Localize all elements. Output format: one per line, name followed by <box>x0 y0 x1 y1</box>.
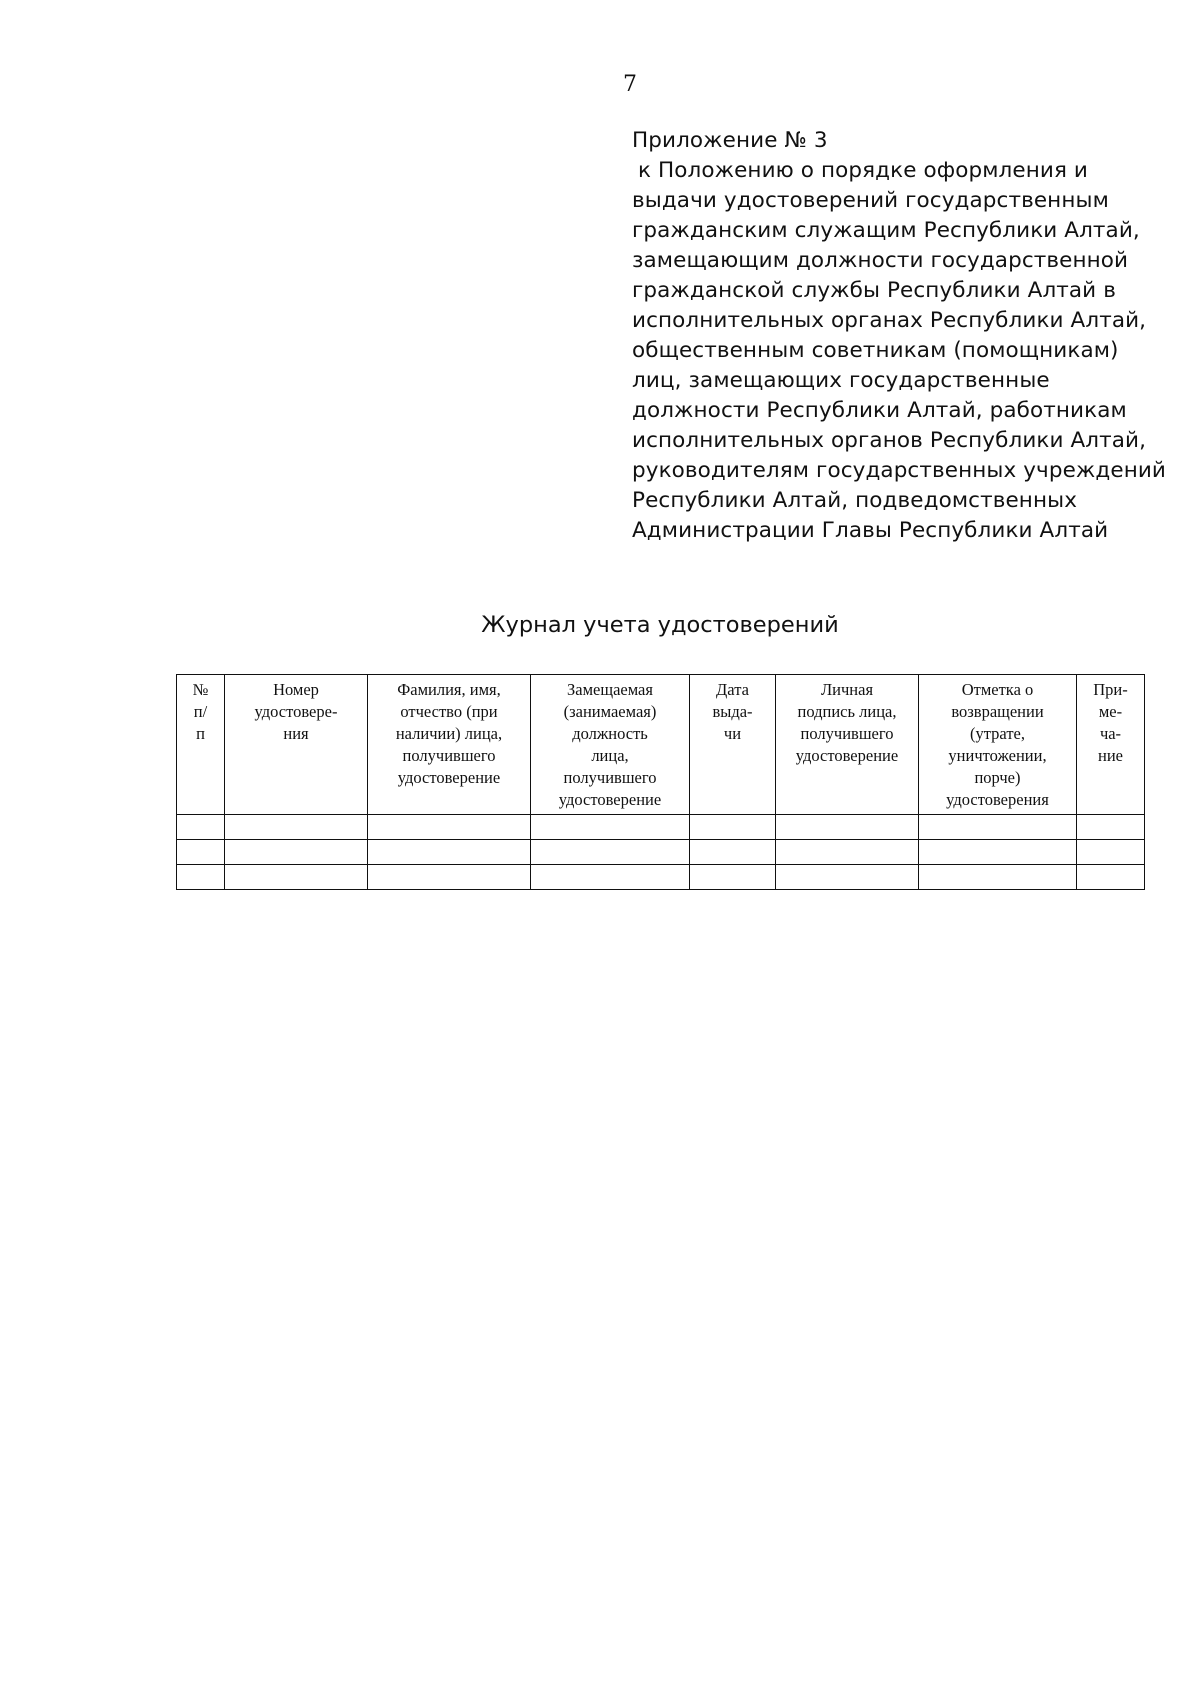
appendix-line: руководителям государственных учреждений <box>632 458 1166 483</box>
appendix-line: исполнительных органов Республики Алтай, <box>632 428 1147 453</box>
appendix-line: Республики Алтай, подведомственных <box>632 488 1078 513</box>
appendix-line: исполнительных органах Республики Алтай, <box>632 308 1147 333</box>
column-header-note: При- ме- ча- ние <box>1077 675 1145 815</box>
page-number: 7 <box>623 72 637 97</box>
table-cell <box>368 815 531 840</box>
column-header-certificate-number: Номер удостовере- ния <box>225 675 368 815</box>
table-cell <box>531 840 690 865</box>
appendix-block <box>632 126 1192 546</box>
table-cell <box>531 865 690 890</box>
table-cell <box>919 815 1077 840</box>
column-header-return-mark: Отметка о возвращении (утрате, уничтожении, порче) удостоверения <box>919 675 1077 815</box>
table-cell <box>919 865 1077 890</box>
column-header-number: № п/ п <box>177 675 225 815</box>
table-cell <box>225 865 368 890</box>
appendix-line: должности Республики Алтай, работникам <box>632 398 1127 423</box>
appendix-line: гражданским служащим Республики Алтай, <box>632 218 1140 243</box>
column-header-full-name: Фамилия, имя, отчество (при наличии) лица, получившего удостоверение <box>368 675 531 815</box>
table-cell <box>225 840 368 865</box>
table-cell <box>368 865 531 890</box>
table-cell <box>531 815 690 840</box>
appendix-line: к Положению о порядке оформления и <box>638 158 1088 183</box>
table-cell <box>368 840 531 865</box>
table-cell <box>776 840 919 865</box>
appendix-line: гражданской службы Республики Алтай в <box>632 278 1116 303</box>
table-row <box>177 865 1145 890</box>
table-cell <box>690 865 776 890</box>
appendix-line: Администрации Главы Республики Алтай <box>632 518 1109 543</box>
table-cell <box>690 815 776 840</box>
appendix-line: лиц, замещающих государственные <box>632 368 1050 393</box>
appendix-line: выдачи удостоверений государственным <box>632 188 1109 213</box>
table-cell <box>1077 815 1145 840</box>
table-row <box>177 840 1145 865</box>
column-header-position: Замещаемая (занимаемая) должность лица, получившего удостоверение <box>531 675 690 815</box>
column-header-signature: Личная подпись лица, получившего удостоверение <box>776 675 919 815</box>
table-row <box>177 815 1145 840</box>
table-cell <box>690 840 776 865</box>
appendix-line: Приложение № 3 <box>632 128 828 153</box>
journal-title: Журнал учета удостоверений <box>481 612 839 638</box>
table-cell <box>919 840 1077 865</box>
appendix-line: замещающим должности государственной <box>632 248 1129 273</box>
journal-table <box>176 674 1145 890</box>
table-header-row <box>177 675 1145 815</box>
table-cell <box>177 865 225 890</box>
table-cell <box>776 815 919 840</box>
table-cell <box>177 840 225 865</box>
table-cell <box>1077 840 1145 865</box>
table-cell <box>776 865 919 890</box>
appendix-line: общественным советникам (помощникам) <box>632 338 1119 363</box>
table-cell <box>1077 865 1145 890</box>
column-header-issue-date: Дата выда- чи <box>690 675 776 815</box>
table-cell <box>177 815 225 840</box>
table-cell <box>225 815 368 840</box>
